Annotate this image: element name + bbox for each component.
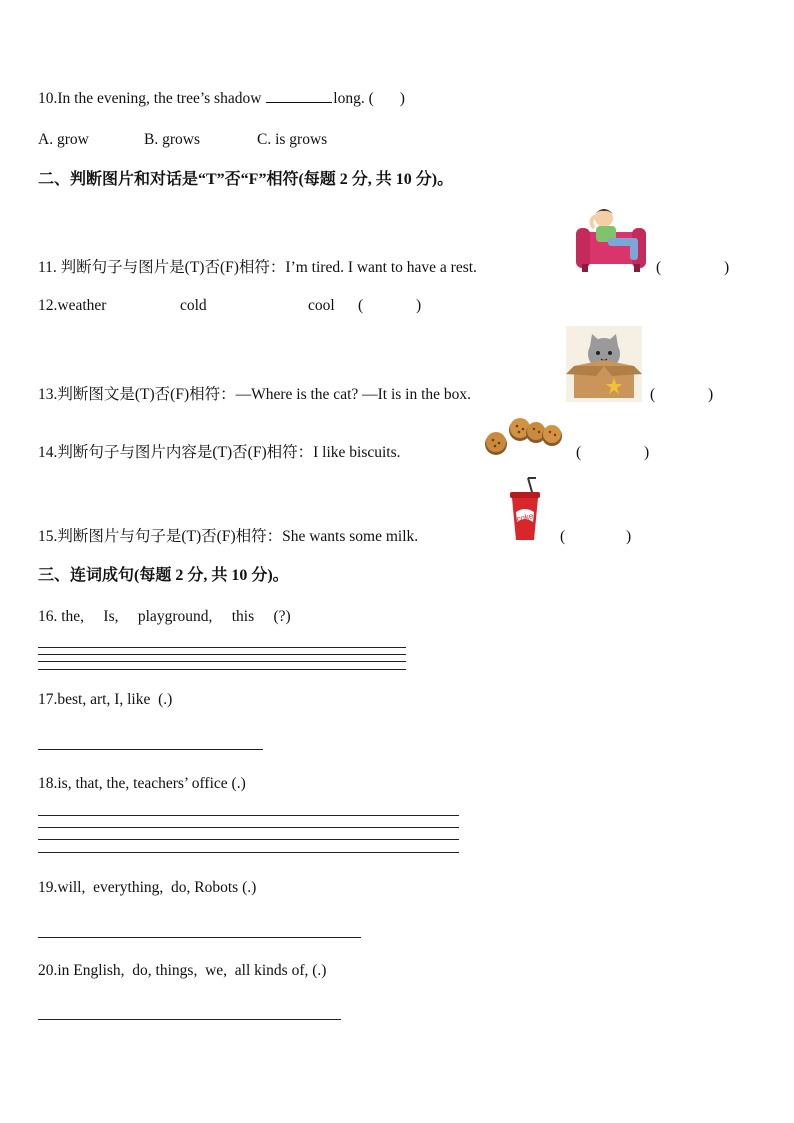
resting-boy-on-sofa-image: [574, 202, 648, 274]
biscuit-1: [485, 432, 507, 455]
question-20: 20.in English, do, things, we, all kinds of, (.): [38, 962, 327, 979]
section-2-title: 二、判断图片和对话是“T”否“F”相符(每题 2 分, 共 10 分)。: [38, 171, 454, 188]
q12-paren-close: ): [416, 297, 422, 314]
q12-paren-open: (: [358, 297, 364, 314]
q15-paren-close: ): [626, 528, 632, 545]
q13-paren-open: (: [650, 386, 656, 403]
q10-option-c[interactable]: C. is grows: [257, 131, 328, 148]
q14-paren-close: ): [644, 444, 650, 461]
q13-paren-close: ): [708, 386, 714, 403]
answer-line: [38, 827, 459, 828]
q15-answer-paren[interactable]: [572, 527, 624, 547]
cup-label: coke: [515, 511, 535, 524]
biscuits-image: [482, 414, 566, 462]
q11-answer-paren[interactable]: [668, 258, 720, 278]
section-3-title: 三、连词成句(每题 2 分, 共 10 分)。: [38, 567, 289, 584]
q17-answer-line[interactable]: [38, 749, 263, 750]
answer-line: [38, 654, 406, 655]
q19-answer-line[interactable]: [38, 937, 361, 938]
q12-num-word: 12.weather: [38, 297, 107, 314]
answer-line: [38, 815, 459, 816]
q10-answer-blank[interactable]: [266, 88, 332, 103]
answer-line: [38, 647, 406, 648]
question-14: 14.判断句子与图片内容是(T)否(F)相符：I like biscuits.: [38, 444, 401, 461]
q10-option-b[interactable]: B. grows: [144, 131, 200, 148]
q12-word-cool: cool: [308, 297, 335, 314]
q14-answer-paren[interactable]: [588, 443, 640, 463]
q10-prefix: 10.In the evening, the tree’s shadow: [38, 90, 262, 107]
answer-line: [38, 852, 459, 853]
q15-paren-open: (: [560, 528, 566, 545]
soda-cup-image: [506, 476, 546, 544]
biscuit-4: [542, 425, 562, 446]
question-19: 19.will, everything, do, Robots (.): [38, 879, 257, 896]
q12-word-cold: cold: [180, 297, 207, 314]
answer-line: [38, 669, 406, 670]
q10-option-a[interactable]: A. grow: [38, 131, 89, 148]
question-18: 18.is, that, the, teachers’ office (.): [38, 775, 246, 792]
question-11: 11. 判断句子与图片是(T)否(F)相符：I’m tired. I want to have a rest.: [38, 259, 477, 276]
answer-line: [38, 839, 459, 840]
q11-paren-close: ): [724, 259, 730, 276]
q11-paren-open: (: [656, 259, 662, 276]
q20-answer-line[interactable]: [38, 1019, 341, 1020]
question-17: 17.best, art, I, like (.): [38, 691, 173, 708]
question-15: 15.判断图片与句子是(T)否(F)相符：She wants some milk.: [38, 528, 419, 545]
q10-suffix: long. (: [333, 90, 374, 107]
answer-line: [38, 661, 406, 662]
q12-answer-paren[interactable]: [370, 296, 414, 316]
q14-paren-open: (: [576, 444, 582, 461]
question-10: [38, 88, 405, 109]
cat-in-box-image: [566, 326, 642, 402]
q10-close: ): [399, 90, 405, 107]
question-13: 13.判断图文是(T)否(F)相符：—Where is the cat? —It is in the box.: [38, 386, 472, 403]
question-16: 16. the, Is, playground, this (?): [38, 608, 291, 625]
q13-answer-paren[interactable]: [662, 385, 706, 405]
